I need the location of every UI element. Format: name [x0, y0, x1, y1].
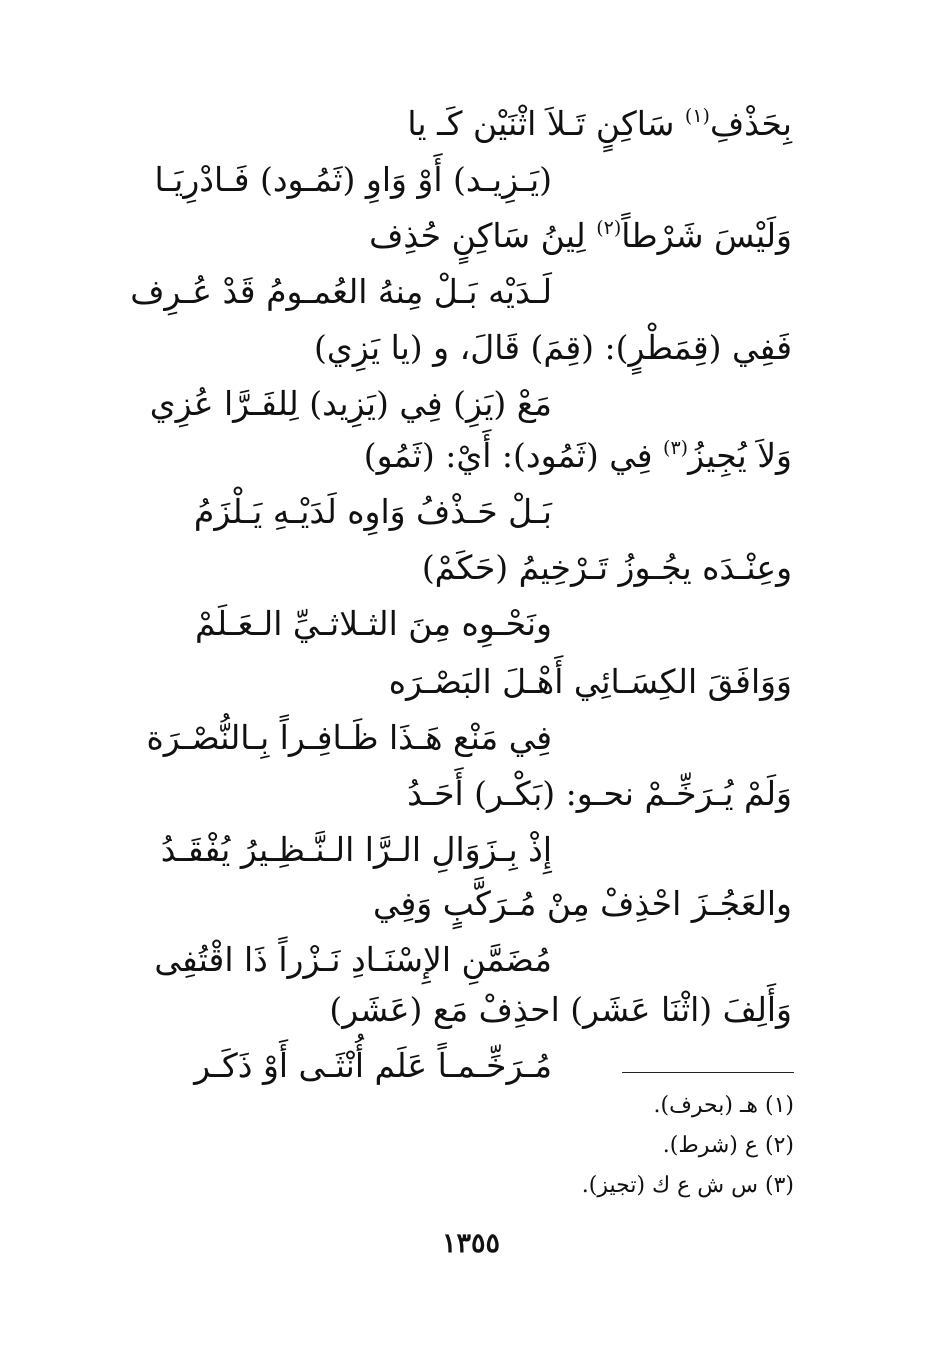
verse-line: مَعْ (يَزِ) فِي (يَزِيد) لِلفَـرَّا عُزِي: [149, 384, 552, 423]
verse-line: وَلَمْ يُـرَخِّـمْ نحـو: (بَكْـر) أَحَـدُ: [407, 774, 792, 813]
footnote: (٢) ع (شرط).: [662, 1133, 794, 1158]
verse-line: [407, 104, 792, 149]
footnote-divider: [622, 1072, 794, 1073]
footnote: (١) هـ (بحرف).: [653, 1093, 794, 1118]
verse-line: إِذْ بِـزَوَالِ الـرَّا الـنَّـظِـيرُ يُفْقَـدُ: [160, 830, 552, 869]
verse-text: سَاكِنٍ تَـلاَ اثْنَيْن كَـ يا: [407, 104, 685, 143]
verse-line: (يَـزِيـد) أَوْ وَاوِ (ثَمُـود) فَـادْرِيَـا: [154, 160, 552, 199]
verse-line: فَفِي (قِمَطْرٍ): (قِمَ) قَالَ، و (يا يَزِي): [313, 328, 792, 367]
verse-line: لَـدَيْه بَـلْ مِنهُ العُمـومُ قَدْ عُـرِف: [130, 272, 552, 311]
footnote-ref[interactable]: (٣): [663, 437, 689, 459]
verse-text: وَلاَ يُجِيزُ: [688, 436, 792, 475]
verse-line: [369, 216, 792, 261]
verse-line: بَـلْ حَـذْفُ وَاوِه لَدَيْـهِ يَـلْزَمُ: [193, 492, 552, 531]
verse-line: فِي مَنْع هَـذَا ظَـافِـراً بِـالنُّصْـرَة: [146, 718, 552, 757]
verse-text: بِحَذْفِ: [709, 104, 792, 143]
verse-text: لِينُ سَاكِنٍ حُذِف: [369, 216, 597, 255]
verse-text: فِي (ثَمُود): أَيْ: (ثَمُو): [363, 436, 664, 475]
verse-text: وَلَيْسَ شَرْطاً: [621, 216, 792, 255]
footnote-ref[interactable]: (٢): [596, 217, 622, 239]
footnote: (٣) س ش ع ك (تجيز).: [581, 1173, 794, 1198]
verse-line: ونَحْـوِه مِنَ الثـلاثـيِّ الـعَـلَمْ: [195, 604, 552, 643]
verse-line: وَوَافَقَ الكِسَـائِي أَهْـلَ البَصْـرَه: [388, 662, 792, 701]
verse-line: مُضَمَّنِ الإِسْنَـادِ نَـزْراً ذَا اقْتُفِى: [154, 940, 552, 979]
verse-line: وَأَلِفَ (اثْنَا عَشَر) احذِفْ مَع (عَشَر): [329, 990, 792, 1029]
verse-line: مُـرَخِّـمـاً عَلَم أُنْثَـى أَوْ ذَكَـر: [194, 1046, 552, 1085]
verse-line: وعِنْـدَه يجُـوزُ تَـرْخِيمُ (حَكَمْ): [421, 548, 792, 587]
page-number: ١٣٥٥: [441, 1228, 500, 1259]
footnote-ref[interactable]: (١): [684, 105, 710, 127]
verse-line: [364, 436, 792, 481]
verse-line: والعَجُـزَ احْذِفْ مِنْ مُـرَكَّبٍ وَفِي: [373, 884, 792, 923]
